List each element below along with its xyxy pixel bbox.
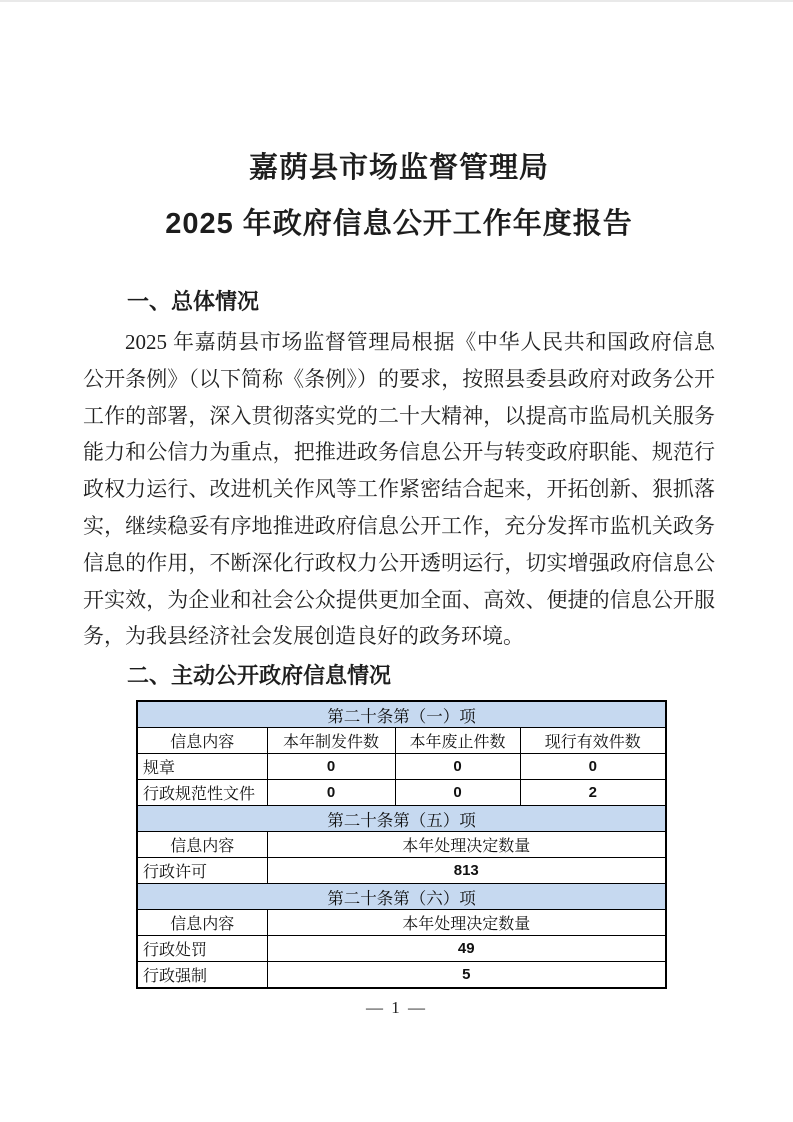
table-column-header-row xyxy=(137,910,666,936)
row-label: 行政规范性文件 xyxy=(137,780,267,806)
table-section-title-row xyxy=(137,884,666,910)
column-header: 信息内容 xyxy=(137,728,267,754)
document-content xyxy=(0,2,793,989)
row-label: 行政许可 xyxy=(137,858,267,884)
disclosure-statistics-table xyxy=(136,700,667,989)
document-title-line2: 2025 年政府信息公开工作年度报告 xyxy=(165,208,633,240)
table-row xyxy=(137,780,666,806)
column-header: 本年废止件数 xyxy=(395,728,520,754)
section-heading-overview: 一、总体情况 xyxy=(127,289,260,314)
overview-paragraph: 2025 年嘉荫县市场监督管理局根据《中华人民共和国政府信息公开条例》（以下简称《条例》）的要求，按照县委县政府对政务公开工作的部署，深入贯彻落实党的二十大精神，以提高市监局机关服务能力和公信力为重点，把推进政务信息公开与转变政府职能、规范行政权力运行、改进机关作风等工作紧密结合起来，开拓创新、狠抓落实，继续稳妥有序地推进政府信息公开工作，充分发挥市监机关政务信息的作用，不断深化行政权力公开透明运行，切实增强政府信息公开实效，为企业和社会公众提供更加全面、高效、便捷的信息公开服务，为我县经济社会发展创造良好的政务环境。 xyxy=(83,330,715,649)
table-column-header-row xyxy=(137,728,666,754)
cell-value: 0 xyxy=(520,754,666,780)
column-header: 本年制发件数 xyxy=(267,728,395,754)
table-row xyxy=(137,858,666,884)
cell-value: 0 xyxy=(395,754,520,780)
row-label: 行政强制 xyxy=(137,962,267,989)
page-number: — 1 — xyxy=(366,998,427,1018)
table-section-title: 第二十条第（五）项 xyxy=(137,806,666,832)
table-row xyxy=(137,962,666,989)
row-label: 行政处罚 xyxy=(137,936,267,962)
cell-value: 0 xyxy=(395,780,520,806)
table-section-title: 第二十条第（六）项 xyxy=(137,884,666,910)
cell-value: 5 xyxy=(267,962,666,989)
column-header: 信息内容 xyxy=(137,910,267,936)
section-heading-proactive-disclosure: 二、主动公开政府信息情况 xyxy=(127,663,392,689)
cell-value: 0 xyxy=(267,780,395,806)
row-label: 规章 xyxy=(137,754,267,780)
table-column-header-row xyxy=(137,832,666,858)
table-row xyxy=(137,936,666,962)
table-section-title-row xyxy=(137,701,666,728)
column-header: 现行有效件数 xyxy=(520,728,666,754)
column-header: 本年处理决定数量 xyxy=(267,910,666,936)
table-row xyxy=(137,754,666,780)
document-title-line1: 嘉荫县市场监督管理局 xyxy=(248,152,549,184)
column-header: 信息内容 xyxy=(137,832,267,858)
table-section-title-row xyxy=(137,806,666,832)
cell-value: 813 xyxy=(267,858,666,884)
table-section-title: 第二十条第（一）项 xyxy=(137,701,666,728)
column-header: 本年处理决定数量 xyxy=(267,832,666,858)
cell-value: 0 xyxy=(267,754,395,780)
cell-value: 2 xyxy=(520,780,666,806)
cell-value: 49 xyxy=(267,936,666,962)
